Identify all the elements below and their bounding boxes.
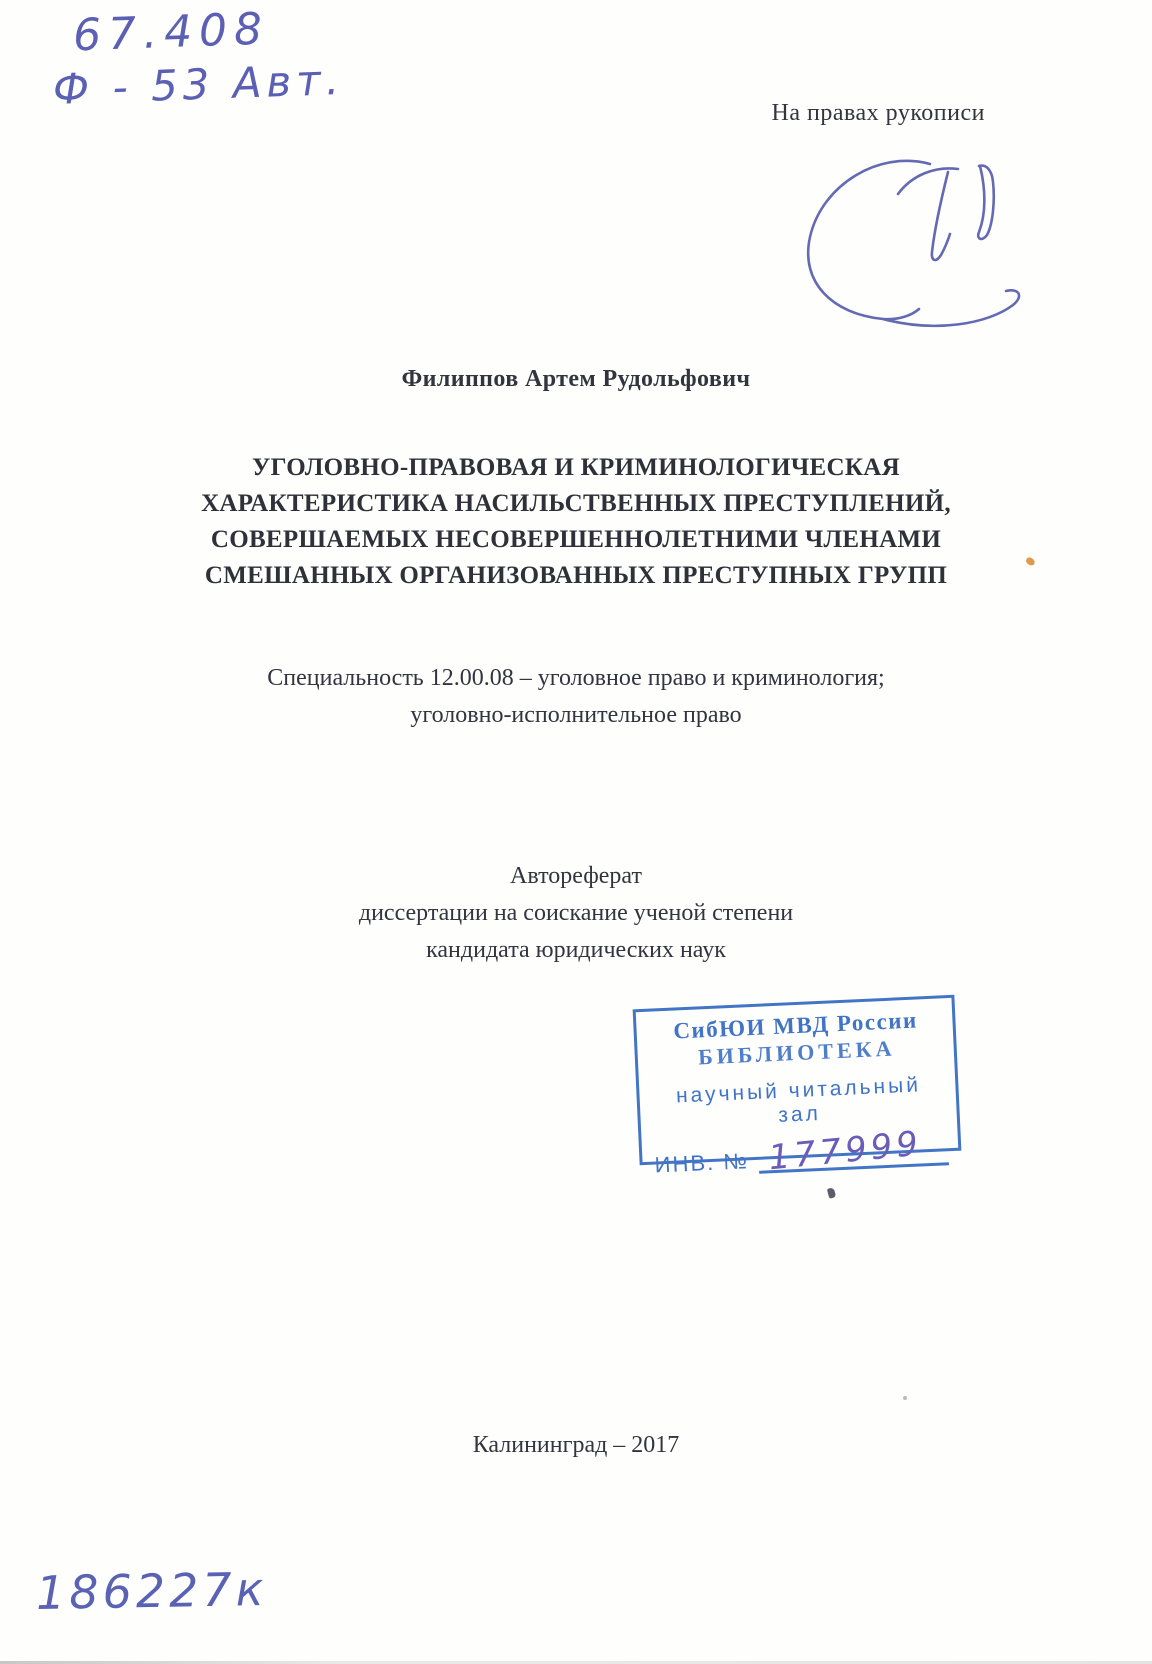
city-year: Калининград – 2017 xyxy=(472,1432,680,1458)
library-stamp xyxy=(633,995,962,1179)
signature-icon xyxy=(780,142,1040,342)
specialty-line-1: Специальность 12.00.08 – уголовное право и криминология; xyxy=(267,665,885,691)
abstract-designation xyxy=(76,858,1076,969)
stamp-inventory-row xyxy=(654,1123,949,1179)
handwritten-call-number xyxy=(50,3,344,114)
specialty-line-2: уголовно-исполнительное право xyxy=(410,702,742,728)
handwritten-inventory-number: 177999 xyxy=(766,1123,924,1179)
dissertation-title xyxy=(76,450,1076,594)
title-line-2: ХАРАКТЕРИСТИКА НАСИЛЬСТВЕННЫХ ПРЕСТУПЛЕНИЙ, xyxy=(201,490,951,517)
specialty-block xyxy=(76,660,1076,734)
handwritten-accession-number: 186227к xyxy=(35,1561,268,1621)
handwritten-signature xyxy=(780,142,1040,342)
abstract-line-1: Автореферат xyxy=(510,863,642,889)
title-line-4: СМЕШАННЫХ ОРГАНИЗОВАННЫХ ПРЕСТУПНЫХ ГРУПП xyxy=(204,562,948,589)
title-line-1: УГОЛОВНО-ПРАВОВАЯ И КРИМИНОЛОГИЧЕСКАЯ xyxy=(251,454,900,481)
scan-artifact-dark-mark xyxy=(827,1187,836,1198)
call-number-line1: 67.408 xyxy=(72,3,270,62)
title-line-3: СОВЕРШАЕМЫХ НЕСОВЕРШЕННОЛЕТНИМИ ЧЛЕНАМИ xyxy=(210,526,942,553)
abstract-line-3: кандидата юридических наук xyxy=(426,937,726,963)
stamp-department: БИБЛИОТЕКА xyxy=(697,1035,896,1070)
manuscript-rights-note: На правах рукописи xyxy=(771,100,985,126)
call-number-line2: Ф - 53 Авт. xyxy=(52,55,345,115)
stamp-organization: СибЮИ МВД России xyxy=(672,1007,919,1044)
inventory-label: ИНВ. № xyxy=(654,1148,750,1178)
author-name: Филиппов Артем Рудольфович xyxy=(401,366,751,392)
stamp-reading-room: научный читальный зал xyxy=(675,1073,922,1127)
inventory-line xyxy=(758,1123,949,1179)
scan-artifact-gray-dot xyxy=(903,1396,907,1400)
abstract-line-2: диссертации на соискание ученой степени xyxy=(358,900,794,926)
